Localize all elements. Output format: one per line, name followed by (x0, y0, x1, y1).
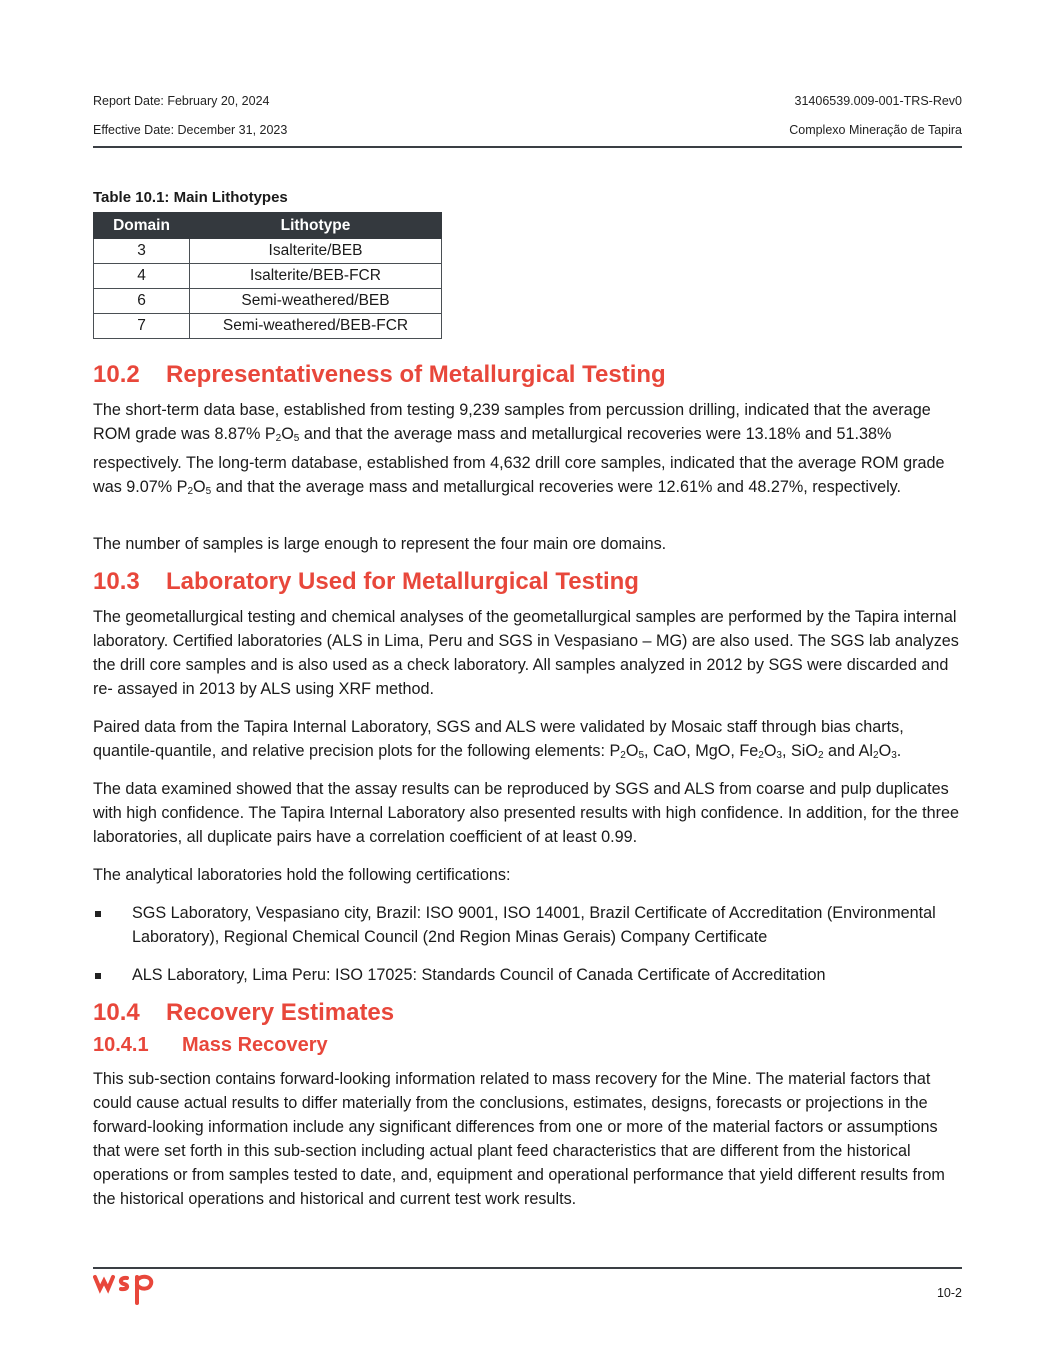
lithotype-cell: Isalterite/BEB-FCR (190, 264, 442, 289)
column-header-lithotype: Lithotype (190, 213, 442, 239)
list-item: ALS Laboratory, Lima Peru: ISO 17025: Standards Council of Canada Certificate of Accreditation (93, 963, 962, 987)
section-title: Laboratory Used for Metallurgical Testing (166, 568, 639, 595)
effective-date: Effective Date: December 31, 2023 (93, 123, 288, 137)
section-number: 10.4 (93, 999, 140, 1026)
wsp-logo-icon (93, 1273, 159, 1309)
page-number: 10-2 (936, 1286, 962, 1300)
lithotype-cell: Semi-weathered/BEB (190, 289, 442, 314)
table-row (94, 314, 442, 339)
subsection-title: Mass Recovery (182, 1034, 328, 1056)
header-divider (93, 146, 962, 148)
bullet-icon (95, 973, 101, 979)
table-row (94, 289, 442, 314)
paragraph-mass-recovery: This sub-section contains forward-looking information related to mass recovery for the Mine. The material factors that could cause actual results to differ materially from the conclusions, estimates, designs, forecasts or projections in the forward-looking information include any significant differences from one or more of the material factors or assumptions that were set forth in this sub-section including actual plant feed characteristics that are different from the historical operations or from samples tested to date, and, equipment and operational performance that yield different results from the historical operations and historical and current test work results. (93, 1070, 945, 1208)
footer-divider (93, 1267, 962, 1269)
paragraph-paired-data: Paired data from the Tapira Internal Laboratory, SGS and ALS were validated by Mosaic staff through bias charts, quantile-quantile, and relative precision plots for the following elements: $P_2O_5$, CaO, MgO, $Fe_2O_3$, SiO$_2$ and $Al_2O_3$. (93, 718, 904, 761)
paragraph-sample-count: The number of samples is large enough to represent the four main ore domains. (93, 535, 667, 553)
paragraph-assay-results: The data examined showed that the assay results can be reproduced by SGS and ALS from coarse and pulp duplicates with high confidence. The Tapira Internal Laboratory also presented results with high confidence. In addition, for the three laboratories, all duplicate pairs have a correlation coefficient of at least 0.99. (93, 780, 959, 846)
table-row (94, 264, 442, 289)
document-id: 31406539.009-001-TRS-Rev0 (794, 94, 962, 108)
report-date: Report Date: February 20, 2024 (93, 94, 270, 108)
subsection-number: 10.4.1 (93, 1034, 149, 1056)
paragraph-rom-grade: The short-term data base, established from testing 9,239 samples from percussion drilling, indicated that the average ROM grade was 8.87% $P_2O_5$ and that the average mass and metallurgical recoveries were 13.18% and 51.38% respectively. The long-term database, established from 4,632 drill core samples, indicated that the average ROM grade was 9.07% $P_2O_5$ and that the average mass and metallurgical recoveries were 12.61% and 48.27%, respectively. (93, 401, 945, 497)
lithotype-cell: Semi-weathered/BEB-FCR (190, 314, 442, 339)
domain-cell: 7 (94, 314, 190, 339)
table-caption: Table 10.1: Main Lithotypes (93, 189, 288, 206)
lithotypes-table (93, 212, 442, 339)
list-item: SGS Laboratory, Vespasiano city, Brazil: ISO 9001, ISO 14001, Brazil Certificate of Accreditation (Environmental Laboratory), Regional Chemical Council (2nd Region Minas Gerais) Company Certificate (93, 901, 962, 949)
column-header-domain: Domain (94, 213, 190, 239)
bullet-icon (95, 911, 101, 917)
section-number: 10.3 (93, 568, 140, 595)
section-heading-10-4 (93, 999, 394, 1027)
section-number: 10.2 (93, 361, 140, 388)
domain-cell: 6 (94, 289, 190, 314)
paragraph-certifications-intro: The analytical laboratories hold the following certifications: (93, 866, 511, 884)
section-title: Representativeness of Metallurgical Testing (166, 361, 666, 388)
table-row (94, 239, 442, 264)
lithotype-cell: Isalterite/BEB (190, 239, 442, 264)
project-name: Complexo Mineração de Tapira (789, 123, 962, 137)
section-title: Recovery Estimates (166, 999, 395, 1026)
subsection-heading-10-4-1 (93, 1034, 328, 1057)
domain-cell: 4 (94, 264, 190, 289)
paragraph-laboratories: The geometallurgical testing and chemical analyses of the geometallurgical samples are performed by the Tapira internal laboratory. Certified laboratories (ALS in Lima, Peru and SGS in Vespasiano – MG) are also used. The SGS lab analyzes the drill core samples and is also used as a check laboratory. All samples analyzed in 2012 by SGS were discarded and re- assayed in 2013 by ALS using XRF method. (93, 608, 959, 698)
section-heading-10-2 (93, 361, 666, 389)
domain-cell: 3 (94, 239, 190, 264)
section-heading-10-3 (93, 568, 639, 596)
